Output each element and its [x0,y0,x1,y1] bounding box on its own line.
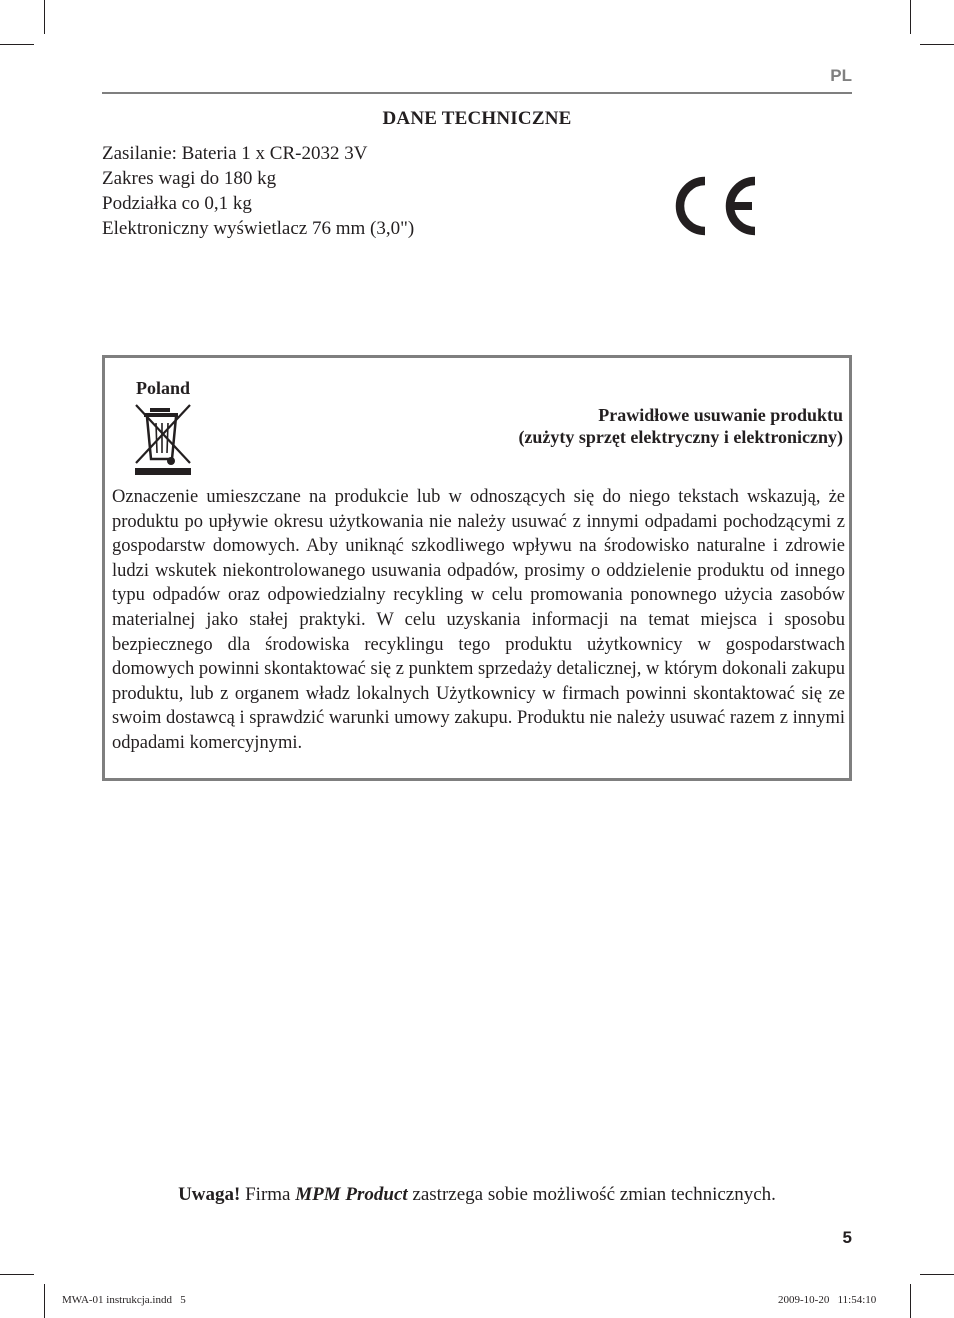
crossed-out-wheelie-bin-icon [134,403,194,477]
disposal-title-line: Prawidłowe usuwanie produktu [598,405,843,425]
spec-line: Podziałka co 0,1 kg [102,193,252,214]
crop-mark [920,1274,954,1275]
notice-text: zastrzega sobie możliwość zmian technicznych. [407,1184,776,1205]
crop-mark [0,1274,34,1275]
crop-mark [0,44,34,45]
tech-specs-title: DANE TECHNICZNE [382,108,572,129]
crop-mark [920,44,954,45]
disposal-info-box [102,355,852,781]
notice-label: Uwaga! [178,1184,241,1205]
company-name: MPM Product [295,1184,408,1205]
page-number: 5 [842,1228,852,1247]
file-slug: MWA-01 instrukcja.indd 5 [62,1294,186,1306]
crop-mark [910,0,911,34]
disposal-body-text: Oznaczenie umieszczane na produkcie lub w odnoszących się do niego tekstach wskazują, że produktu po upływie okresu użytkowania nie należy usuwać z innymi odpadami pochodzącymi z gospodarstw domowych. Aby uniknąć szkodliwego wpływu na środowisko naturalne i zdrowie ludzi wskutek niekontrolowanego usuwania odpadów, prosimy o oddzielenie produktu od innego typu odpadów oraz odpowiedzialny recykling w celu promowania ponownego użycia zasobów materialnej jako stałej praktyki. W celu uzyskania informacji na temat miejsca i sposobu bezpiecznego dla środowiska recyklingu tego produktu użytkownicy w gospodarstwach domowych powinni skontaktować się z punktem sprzedaży detalicznej, w którym dokonali zakupu produktu, lub z organem władz lokalnych Użytkownicy w firmach powinni skontaktować się ze swoim dostawcą i sprawdzić warunki umowy zakupu. Produktu nie należy usuwać razem z innymi odpadami komercyjnymi. [112,487,845,753]
technical-change-notice [102,1184,852,1206]
disposal-title-line: (zużyty sprzęt elektryczny i elektroniczny) [518,427,843,447]
tech-specs-list [102,141,414,241]
spec-line: Zasilanie: Bateria 1 x CR-2032 3V [102,143,368,164]
print-timestamp: 2009-10-20 11:54:10 [778,1294,877,1306]
spec-line: Zakres wagi do 180 kg [102,168,277,189]
language-code: PL [830,66,852,85]
country-label: Poland [136,378,191,398]
crop-mark [44,1284,45,1318]
spec-line: Elektroniczny wyświetlacz 76 mm (3,0") [102,218,415,239]
crop-mark [910,1284,911,1318]
notice-text: Firma [240,1184,296,1205]
ce-mark-icon [674,175,762,237]
header-rule [102,92,852,94]
crop-mark [44,0,45,34]
disposal-title [518,404,843,448]
